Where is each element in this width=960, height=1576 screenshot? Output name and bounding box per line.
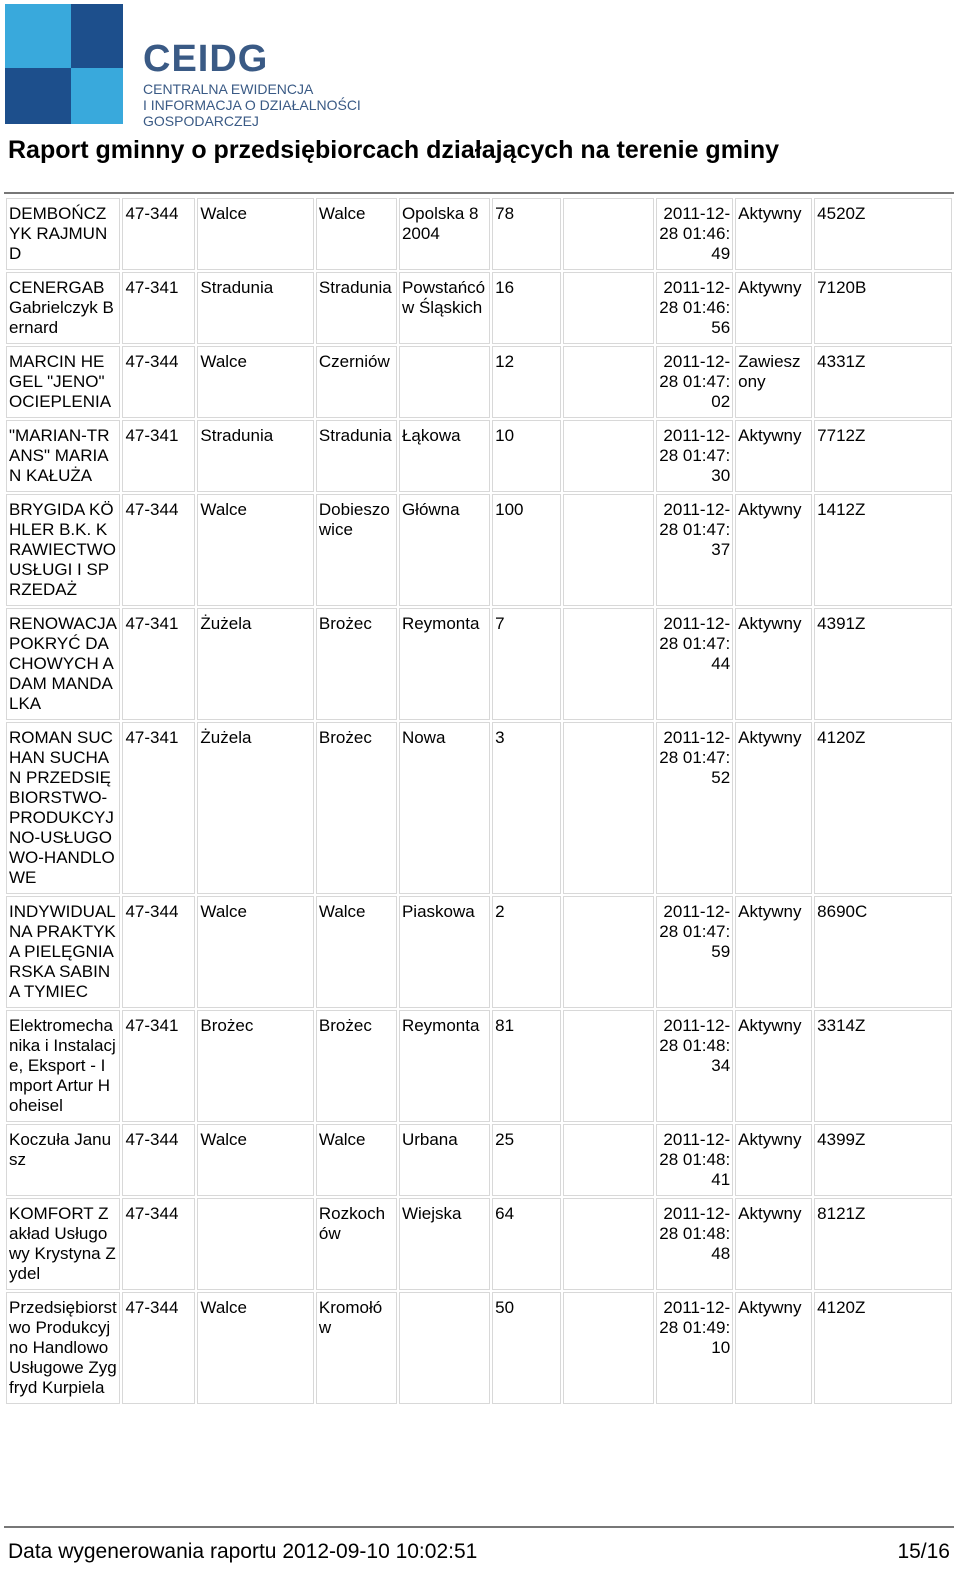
report-table [4, 196, 954, 1406]
logo-brand: CEIDG [143, 38, 269, 80]
pkd-code-cell: 3314Z [814, 1010, 952, 1122]
status-cell: Aktywny [735, 272, 812, 344]
empty-cell-cell [563, 1292, 654, 1404]
table-row [6, 272, 952, 344]
logo-square-icon [5, 4, 71, 68]
postal-code-cell: 47-344 [122, 1292, 195, 1404]
company-name-cell: "MARIAN-TRANS" MARIAN KAŁUŻA [6, 420, 120, 492]
postal-code-cell: 47-344 [122, 1198, 195, 1290]
building-number-cell: 50 [492, 1292, 561, 1404]
empty-cell-cell [563, 1124, 654, 1196]
municipality-cell: Żużela [197, 608, 314, 720]
postal-code-cell: 47-344 [122, 494, 195, 606]
municipality-cell: Brożec [197, 1010, 314, 1122]
empty-cell-cell [563, 494, 654, 606]
postal-code-cell: 47-341 [122, 1010, 195, 1122]
report-rows [6, 198, 952, 1404]
registration-date-cell: 2011-12-28 01:47:44 [656, 608, 733, 720]
registration-date-cell: 2011-12-28 01:48:48 [656, 1198, 733, 1290]
city-cell: Stradunia [316, 272, 397, 344]
status-cell: Aktywny [735, 1198, 812, 1290]
empty-cell-cell [563, 1010, 654, 1122]
table-row [6, 1292, 952, 1404]
logo-square-icon [71, 68, 123, 124]
registration-date-cell: 2011-12-28 01:48:34 [656, 1010, 733, 1122]
street-cell: Urbana [399, 1124, 490, 1196]
generation-date: Data wygenerowania raportu 2012-09-10 10:02:51 [8, 1540, 478, 1563]
building-number-cell: 100 [492, 494, 561, 606]
table-row [6, 608, 952, 720]
building-number-cell: 78 [492, 198, 561, 270]
municipality-cell: Walce [197, 1124, 314, 1196]
registration-date-cell: 2011-12-28 01:49:10 [656, 1292, 733, 1404]
street-cell: Łąkowa [399, 420, 490, 492]
building-number-cell: 81 [492, 1010, 561, 1122]
company-name-cell: DEMBOŃCZYK RAJMUND [6, 198, 120, 270]
street-cell: Wiejska [399, 1198, 490, 1290]
empty-cell-cell [563, 608, 654, 720]
empty-cell-cell [563, 1198, 654, 1290]
logo-subtitle-line: I INFORMACJA O DZIAŁALNOŚCI [143, 97, 361, 113]
pkd-code-cell: 7712Z [814, 420, 952, 492]
empty-cell-cell [563, 198, 654, 270]
registration-date-cell: 2011-12-28 01:47:30 [656, 420, 733, 492]
city-cell: Walce [316, 896, 397, 1008]
building-number-cell: 7 [492, 608, 561, 720]
status-cell: Aktywny [735, 420, 812, 492]
street-cell: Opolska 82004 [399, 198, 490, 270]
table-row [6, 494, 952, 606]
street-cell [399, 346, 490, 418]
company-name-cell: MARCIN HEGEL "JENO" OCIEPLENIA [6, 346, 120, 418]
company-name-cell: Elektromechanika i Instalacje, Eksport - Import Artur Hoheisel [6, 1010, 120, 1122]
status-cell: Aktywny [735, 198, 812, 270]
municipality-cell [197, 1198, 314, 1290]
street-cell: Piaskowa [399, 896, 490, 1008]
municipality-cell: Walce [197, 494, 314, 606]
street-cell [399, 1292, 490, 1404]
municipality-cell: Żużela [197, 722, 314, 894]
postal-code-cell: 47-341 [122, 272, 195, 344]
registration-date-cell: 2011-12-28 01:47:59 [656, 896, 733, 1008]
municipality-cell: Stradunia [197, 420, 314, 492]
table-row [6, 896, 952, 1008]
municipality-cell: Walce [197, 1292, 314, 1404]
logo-square-icon [5, 68, 71, 124]
table-row [6, 1010, 952, 1122]
registration-date-cell: 2011-12-28 01:47:37 [656, 494, 733, 606]
municipality-cell: Stradunia [197, 272, 314, 344]
footer-divider [4, 1526, 954, 1528]
header-divider [4, 192, 954, 194]
building-number-cell: 16 [492, 272, 561, 344]
pkd-code-cell: 4391Z [814, 608, 952, 720]
registration-date-cell: 2011-12-28 01:48:41 [656, 1124, 733, 1196]
postal-code-cell: 47-341 [122, 608, 195, 720]
pkd-code-cell: 8121Z [814, 1198, 952, 1290]
street-cell: Reymonta [399, 1010, 490, 1122]
logo-subtitle [143, 81, 361, 129]
city-cell: Walce [316, 1124, 397, 1196]
registration-date-cell: 2011-12-28 01:47:02 [656, 346, 733, 418]
city-cell: Rozkochów [316, 1198, 397, 1290]
street-cell: Powstańców Śląskich [399, 272, 490, 344]
city-cell: Czerniów [316, 346, 397, 418]
company-name-cell: Koczuła Janusz [6, 1124, 120, 1196]
pkd-code-cell: 8690C [814, 896, 952, 1008]
postal-code-cell: 47-341 [122, 420, 195, 492]
postal-code-cell: 47-344 [122, 198, 195, 270]
city-cell: Brożec [316, 608, 397, 720]
building-number-cell: 2 [492, 896, 561, 1008]
status-cell: Aktywny [735, 494, 812, 606]
ceidg-logo [5, 4, 365, 129]
pkd-code-cell: 1412Z [814, 494, 952, 606]
pkd-code-cell: 4399Z [814, 1124, 952, 1196]
city-cell: Kromołów [316, 1292, 397, 1404]
company-name-cell: ROMAN SUCHAN SUCHAN PRZEDSIĘBIORSTWO-PRODUKCYJNO-USŁUGOWO-HANDLOWE [6, 722, 120, 894]
city-cell: Dobieszowice [316, 494, 397, 606]
street-cell: Nowa [399, 722, 490, 894]
page-number: 15/16 [897, 1540, 950, 1563]
logo-subtitle-line: GOSPODARCZEJ [143, 113, 259, 129]
city-cell: Brożec [316, 1010, 397, 1122]
status-cell: Zawieszony [735, 346, 812, 418]
pkd-code-cell: 4120Z [814, 1292, 952, 1404]
building-number-cell: 12 [492, 346, 561, 418]
report-title: Raport gminny o przedsiębiorcach działających na terenie gminy [8, 136, 780, 164]
city-cell: Stradunia [316, 420, 397, 492]
building-number-cell: 64 [492, 1198, 561, 1290]
company-name-cell: RENOWACJA POKRYĆ DACHOWYCH ADAM MANDALKA [6, 608, 120, 720]
city-cell: Brożec [316, 722, 397, 894]
logo-square-icon [71, 4, 123, 68]
city-cell: Walce [316, 198, 397, 270]
status-cell: Aktywny [735, 722, 812, 894]
status-cell: Aktywny [735, 896, 812, 1008]
registration-date-cell: 2011-12-28 01:47:52 [656, 722, 733, 894]
registration-date-cell: 2011-12-28 01:46:56 [656, 272, 733, 344]
municipality-cell: Walce [197, 896, 314, 1008]
empty-cell-cell [563, 896, 654, 1008]
company-name-cell: Przedsiębiorstwo Produkcyjno Handlowo Usługowe Zygfryd Kurpiela [6, 1292, 120, 1404]
company-name-cell: KOMFORT Zakład Usługowy Krystyna Zydel [6, 1198, 120, 1290]
empty-cell-cell [563, 420, 654, 492]
table-row [6, 346, 952, 418]
municipality-cell: Walce [197, 198, 314, 270]
company-name-cell: CENERGAB Gabrielczyk Bernard [6, 272, 120, 344]
status-cell: Aktywny [735, 1292, 812, 1404]
postal-code-cell: 47-344 [122, 346, 195, 418]
status-cell: Aktywny [735, 1010, 812, 1122]
table-row [6, 420, 952, 492]
street-cell: Główna [399, 494, 490, 606]
pkd-code-cell: 4120Z [814, 722, 952, 894]
registration-date-cell: 2011-12-28 01:46:49 [656, 198, 733, 270]
municipality-cell: Walce [197, 346, 314, 418]
empty-cell-cell [563, 346, 654, 418]
company-name-cell: BRYGIDA KÖHLER B.K. KRAWIECTWO USŁUGI I SPRZEDAŻ [6, 494, 120, 606]
table-row [6, 1198, 952, 1290]
pkd-code-cell: 7120B [814, 272, 952, 344]
table-row [6, 198, 952, 270]
pkd-code-cell: 4331Z [814, 346, 952, 418]
table-row [6, 1124, 952, 1196]
empty-cell-cell [563, 722, 654, 894]
pkd-code-cell: 4520Z [814, 198, 952, 270]
table-row [6, 722, 952, 894]
building-number-cell: 25 [492, 1124, 561, 1196]
company-name-cell: INDYWIDUALNA PRAKTYKA PIELĘGNIARSKA SABINA TYMIEC [6, 896, 120, 1008]
street-cell: Reymonta [399, 608, 490, 720]
building-number-cell: 10 [492, 420, 561, 492]
status-cell: Aktywny [735, 1124, 812, 1196]
postal-code-cell: 47-341 [122, 722, 195, 894]
logo-subtitle-line: CENTRALNA EWIDENCJA [143, 81, 314, 97]
empty-cell-cell [563, 272, 654, 344]
status-cell: Aktywny [735, 608, 812, 720]
postal-code-cell: 47-344 [122, 1124, 195, 1196]
postal-code-cell: 47-344 [122, 896, 195, 1008]
building-number-cell: 3 [492, 722, 561, 894]
